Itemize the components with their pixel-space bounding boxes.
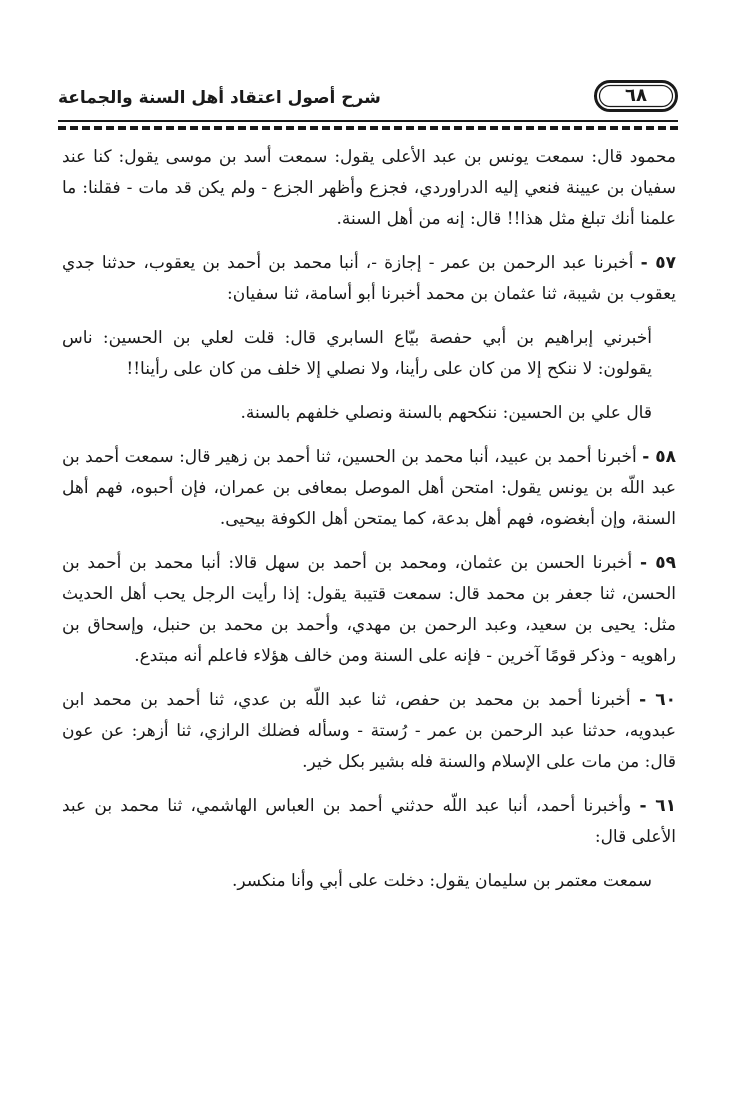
paragraph-text: أخبرني إبراهيم بن أبي حفصة بيّاع السابري قال: قلت لعلي بن الحسين: ناس يقولون: لا ننكح إلا من كان على رأينا، ولا نصلي إلا خلف من كان على رأينا!! (62, 328, 652, 379)
hadith-paragraph (62, 685, 676, 778)
page-header (58, 78, 678, 122)
hadith-number: ٥٧ - (640, 253, 677, 273)
paragraph-text: أخبرنا أحمد بن عبيد، أنبا محمد بن الحسين، ثنا أحمد بن زهير قال: سمعت أحمد بن عبد اللّه بن يونس يقول: امتحن أهل الموصل بمعافى بن عمران، فإن أحبوه، فهم أهل السنة، وإن أبغضوه، فهم أهل بدعة، كما يمتحن أهل الكوفة بيحيى. (62, 447, 676, 529)
page-number-badge (594, 80, 678, 112)
paragraph-text: وأخبرنا أحمد، أنبا عبد اللّه حدثني أحمد بن العباس الهاشمي، ثنا محمد بن عبد الأعلى قال: (62, 796, 676, 847)
hadith-paragraph (62, 442, 676, 535)
paragraph (62, 142, 676, 235)
paragraph-text: سمعت معتمر بن سليمان يقول: دخلت على أبي وأنا منكسر. (232, 871, 652, 891)
paragraph-text: قال علي بن الحسين: ننكحهم بالسنة ونصلي خلفهم بالسنة. (240, 403, 652, 423)
running-title: شرح أصول اعتقاد أهل السنة والجماعة (58, 88, 381, 108)
hadith-paragraph (62, 791, 676, 853)
page-number: ٦٨ (625, 85, 647, 106)
hadith-number: ٥٩ - (639, 553, 676, 573)
paragraph (62, 398, 676, 429)
hadith-number: ٦٠ - (639, 690, 676, 710)
hadith-number: ٥٨ - (642, 447, 677, 467)
paragraph (62, 323, 676, 385)
hadith-paragraph (62, 248, 676, 310)
paragraph (62, 866, 676, 897)
header-rule (58, 120, 678, 122)
header-dashed-rule (58, 126, 678, 130)
hadith-number: ٦١ - (639, 796, 676, 816)
paragraph-text: أخبرنا أحمد بن محمد بن حفص، ثنا عبد اللّه بن عدي، ثنا أحمد بن محمد ابن عبدويه، حدثنا عبد الرحمن بن عمر - رُستة - وسأله فضلك الرازي، ثنا أزهر: عن عون قال: من مات على الإسلام والسنة فله بشير بكل خير. (62, 690, 676, 772)
hadith-paragraph (62, 548, 676, 672)
paragraph-text: أخبرنا عبد الرحمن بن عمر - إجازة -، أنبا محمد بن أحمد بن يعقوب، حدثنا جدي يعقوب بن شيبة، ثنا عثمان بن محمد أخبرنا أبو أسامة، ثنا سفيان: (62, 253, 676, 304)
paragraph-text: أخبرنا الحسن بن عثمان، ومحمد بن أحمد بن سهل قالا: أنبا محمد بن أحمد بن الحسن، ثنا جعفر بن محمد قال: سمعت قتيبة يقول: إذا رأيت الرجل يحب أهل الحديث مثل: يحيى بن سعيد، وعبد الرحمن بن مهدي، وأحمد بن محمد بن حنبل، وإسحاق بن راهويه - وذكر قومًا آخرين - فإنه على السنة ومن خالف هؤلاء فاعلم أنه مبتدع. (62, 553, 676, 666)
paragraph-text: محمود قال: سمعت يونس بن عبد الأعلى يقول: سمعت أسد بن موسى يقول: كنا عند سفيان بن عيينة فنعي إليه الدراوردي، فجزع وأظهر الجزع - ولم يكن قد مات - فقلنا: ما علمنا أنك تبلغ مثل هذا!! قال: إنه من أهل السنة. (62, 147, 676, 229)
page-body (62, 142, 676, 910)
